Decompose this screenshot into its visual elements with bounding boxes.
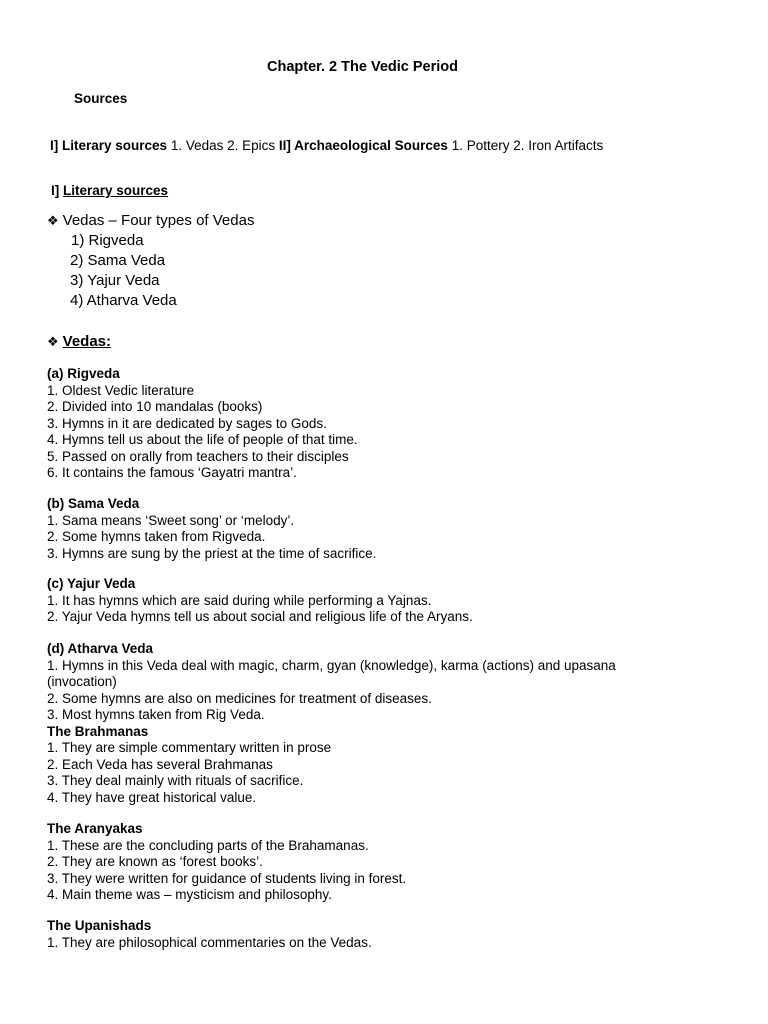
list-item: 4. Hymns tell us about the life of people of that time.	[47, 432, 358, 447]
list-item: 2. Some hymns are also on medicines for treatment of diseases.	[47, 690, 432, 706]
list-item: 1. They are simple commentary written in prose	[47, 740, 332, 755]
atharva-veda-section	[47, 641, 687, 806]
diamond-bullet-icon: ❖	[47, 334, 59, 349]
list-item: 4. They have great historical value.	[47, 789, 257, 805]
list-item: 3. Hymns are sung by the priest at the time of sacrifice.	[47, 545, 377, 561]
list-item: 1) Rigveda	[71, 232, 144, 249]
sources-heading: Sources	[74, 91, 128, 106]
list-item: 1. These are the concluding parts of the Brahamanas.	[47, 837, 369, 853]
list-item: 1. They are philosophical commentaries on the Vedas.	[47, 934, 372, 950]
aranyakas-section	[47, 821, 406, 904]
list-item: 3. Most hymns taken from Rig Veda.	[47, 707, 265, 722]
list-item: 5. Passed on orally from teachers to their disciples	[47, 448, 349, 464]
vedas-section-heading	[47, 332, 111, 352]
literary-sources-items: 1. Vedas 2. Epics	[167, 138, 279, 153]
yajur-veda-section	[47, 576, 473, 626]
list-item: 3) Yajur Veda	[70, 272, 160, 289]
section-heading: (a) Rigveda	[47, 366, 120, 381]
list-item: 1. Oldest Vedic literature	[47, 382, 195, 398]
list-item: 3. Hymns in it are dedicated by sages to Gods.	[47, 415, 327, 431]
diamond-bullet-icon: ❖	[47, 213, 59, 228]
section-heading: (d) Atharva Veda	[47, 641, 154, 656]
list-item: 2. Divided into 10 mandalas (books)	[47, 399, 263, 414]
brahmanas-heading: The Brahmanas	[47, 723, 149, 739]
list-item: 1. Sama means ‘Sweet song’ or ‘melody’.	[47, 512, 295, 528]
list-item: 2. They are known as ‘forest books’.	[47, 854, 263, 869]
literary-sources-label: I] Literary sources	[50, 138, 168, 153]
literary-heading-prefix: I]	[51, 183, 63, 198]
vedas-intro	[47, 211, 254, 231]
list-item: 2) Sama Veda	[70, 252, 166, 269]
upanishads-section	[47, 918, 372, 951]
vedas-section-label: Vedas:	[62, 333, 112, 350]
list-item: 2. Yajur Veda hymns tell us about social and religious life of the Aryans.	[47, 609, 473, 624]
literary-sources-heading	[51, 183, 168, 200]
list-item: 2. Each Veda has several Brahmanas	[47, 756, 273, 772]
page-title: Chapter. 2 The Vedic Period	[267, 59, 458, 75]
vedas-types-list	[70, 231, 177, 311]
archaeological-sources-items: 1. Pottery 2. Iron Artifacts	[447, 138, 604, 153]
archaeological-sources-label: II] Archaeological Sources	[278, 138, 448, 153]
section-heading: (c) Yajur Veda	[47, 576, 136, 591]
section-heading: The Upanishads	[47, 918, 152, 933]
sama-veda-section	[47, 496, 376, 562]
list-item: 1. It has hymns which are said during while performing a Yajnas.	[47, 592, 432, 608]
literary-heading-label: Literary sources	[63, 183, 169, 198]
list-item: 6. It contains the famous ‘Gayatri mantra’.	[47, 465, 297, 480]
list-item: 3. They were written for guidance of students living in forest.	[47, 870, 407, 886]
section-heading: (b) Sama Veda	[47, 496, 140, 511]
list-item: 4) Atharva Veda	[70, 292, 177, 309]
rigveda-section	[47, 366, 358, 482]
section-heading: The Aranyakas	[47, 821, 143, 836]
list-item: 4. Main theme was – mysticism and philosophy.	[47, 887, 332, 902]
list-item: 3. They deal mainly with rituals of sacrifice.	[47, 773, 304, 788]
vedas-intro-text: Vedas – Four types of Vedas	[62, 212, 255, 229]
list-item: 1. Hymns in this Veda deal with magic, charm, gyan (knowledge), karma (actions) and upasana (invocation)	[47, 657, 616, 689]
sources-summary-line	[50, 138, 603, 155]
list-item: 2. Some hymns taken from Rigveda.	[47, 529, 266, 544]
